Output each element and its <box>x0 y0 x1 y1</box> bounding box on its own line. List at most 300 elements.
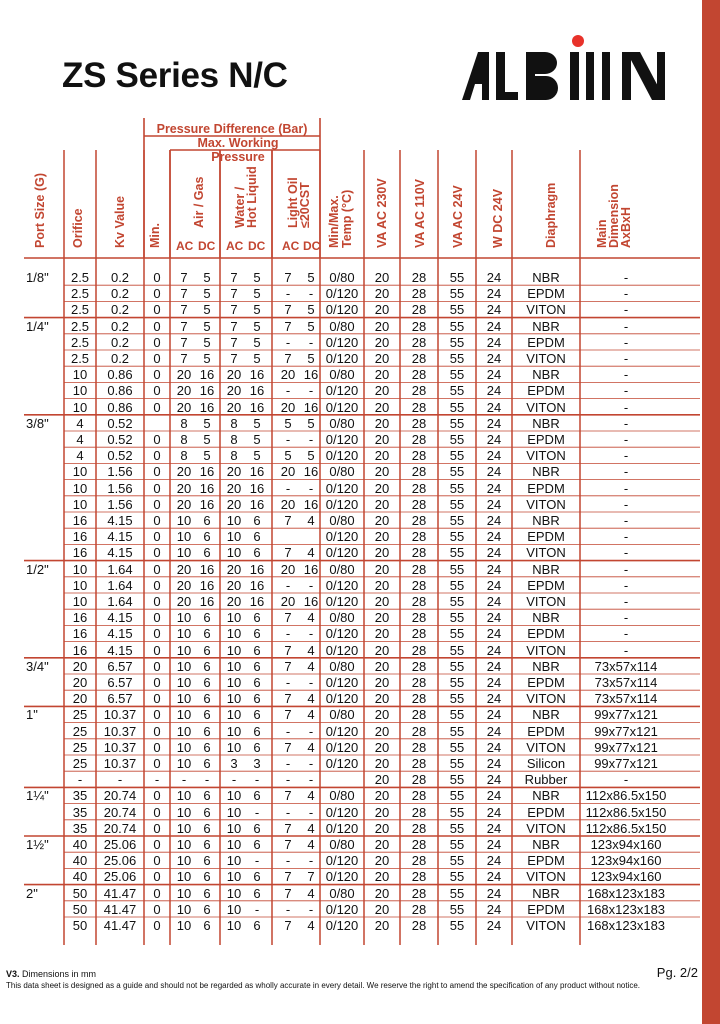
cell-min: 0 <box>153 723 161 739</box>
table-row <box>0 400 700 416</box>
cell-temp-range: 0/80 <box>329 658 355 674</box>
cell-water-dc: 6 <box>253 739 261 755</box>
cell-kv-value: 0.52 <box>107 432 133 447</box>
cell-va-230: 20 <box>374 658 390 674</box>
cell-oil-dc: 4 <box>307 658 315 674</box>
cell-oil-dc: - <box>308 286 314 302</box>
cell-orifice: 16 <box>72 610 88 626</box>
cell-air-dc: 5 <box>203 448 211 464</box>
cell-orifice: 10 <box>72 561 88 577</box>
cell-air-ac: 10 <box>176 853 192 869</box>
cell-min: 0 <box>153 820 161 836</box>
cell-oil-ac: 20 <box>280 561 296 577</box>
cell-air-dc: 6 <box>203 756 211 771</box>
table-row <box>0 383 700 399</box>
cell-orifice: 16 <box>72 513 88 528</box>
cell-dimension: - <box>623 318 629 334</box>
cell-min: 0 <box>153 351 161 366</box>
cell-min: 0 <box>153 448 161 464</box>
cell-orifice: 10 <box>72 399 88 415</box>
cell-water-dc: 16 <box>249 496 265 512</box>
cell-air-ac: 10 <box>176 918 192 933</box>
cell-va-230: 20 <box>374 577 390 593</box>
col-va-230: VA AC 230V <box>375 178 389 248</box>
cell-water-ac: 7 <box>230 334 238 350</box>
cell-orifice: 16 <box>72 626 88 642</box>
table-row <box>0 869 700 885</box>
cell-wdc-24: 24 <box>486 399 502 415</box>
cell-water-ac: 20 <box>226 367 242 383</box>
cell-va-230: 20 <box>374 480 390 496</box>
cell-kv-value: 4.15 <box>107 529 133 545</box>
cell-water-dc: 16 <box>249 594 265 609</box>
cell-air-ac: 7 <box>180 270 188 285</box>
cell-temp-range: 0/120 <box>325 577 359 593</box>
cell-water-ac: 10 <box>226 837 242 852</box>
cell-temp-range: 0/80 <box>329 513 355 528</box>
cell-orifice: 4 <box>76 432 84 447</box>
page-number: Pg. 2/2 <box>656 965 698 980</box>
cell-water-dc: 6 <box>253 610 261 626</box>
cell-water-ac: 20 <box>226 594 242 609</box>
cell-temp-range: 0/120 <box>325 545 359 561</box>
cell-water-dc: - <box>254 804 260 820</box>
cell-diaphragm: EPDM <box>527 529 565 545</box>
cell-min: 0 <box>153 804 161 820</box>
disclaimer: This data sheet is designed as a guide and should not be regarded as wholly accurate in every detail. We reserve the right to amend the specification of any product without notice. <box>6 981 641 990</box>
cell-wdc-24: 24 <box>486 691 502 707</box>
cell-air-ac: 10 <box>176 658 192 674</box>
cell-oil-dc: 4 <box>307 820 315 836</box>
cell-water-ac: 8 <box>230 448 238 464</box>
cell-air-ac: 10 <box>176 869 192 885</box>
cell-dimension: - <box>623 270 629 285</box>
cell-air-ac: 10 <box>176 901 192 917</box>
cell-air-ac: 8 <box>180 448 188 464</box>
cell-min: 0 <box>153 577 161 593</box>
cell-dimension: - <box>623 415 629 431</box>
cell-min: 0 <box>153 561 161 577</box>
cell-va-110: 28 <box>411 918 427 933</box>
cell-wdc-24: 24 <box>486 432 502 447</box>
cell-oil-dc: - <box>308 853 314 869</box>
cell-air-ac: 8 <box>180 432 188 447</box>
cell-va-24: 55 <box>449 302 465 318</box>
dimensions-note: Dimensions in mm <box>22 969 97 979</box>
cell-air-dc: 16 <box>199 480 215 496</box>
cell-va-24: 55 <box>449 788 465 804</box>
cell-air-ac: 7 <box>180 286 188 302</box>
cell-water-dc: - <box>254 772 260 788</box>
cell-diaphragm: EPDM <box>527 432 565 447</box>
cell-va-110: 28 <box>411 594 427 609</box>
cell-water-ac: 20 <box>226 577 242 593</box>
cell-diaphragm: VITON <box>526 869 566 885</box>
cell-water-ac: 10 <box>226 853 242 869</box>
cell-min: 0 <box>153 675 161 690</box>
cell-kv-value: 0.86 <box>107 367 133 383</box>
cell-orifice: 2.5 <box>70 302 90 318</box>
cell-va-110: 28 <box>411 561 427 577</box>
cell-va-110: 28 <box>411 723 427 739</box>
cell-oil-ac: 20 <box>280 399 296 415</box>
cell-va-110: 28 <box>411 318 427 334</box>
col-axbxh: AxBxH <box>619 207 633 248</box>
table-row <box>0 788 700 804</box>
cell-orifice: 16 <box>72 545 88 561</box>
cell-water-dc: 6 <box>253 691 261 707</box>
col-va-24: VA AC 24V <box>451 185 465 248</box>
cell-wdc-24: 24 <box>486 561 502 577</box>
cell-diaphragm: NBR <box>532 464 560 480</box>
cell-va-24: 55 <box>449 610 465 626</box>
cell-va-110: 28 <box>411 496 427 512</box>
cell-diaphragm: NBR <box>532 318 560 334</box>
cell-port-size: 2" <box>26 885 38 901</box>
cell-air-dc: 16 <box>199 367 215 383</box>
cell-temp-range: 0/120 <box>325 756 359 771</box>
cell-wdc-24: 24 <box>486 415 502 431</box>
cell-diaphragm: EPDM <box>527 334 565 350</box>
cell-oil-dc: 7 <box>307 869 315 885</box>
table-row <box>0 302 700 318</box>
cell-orifice: 35 <box>72 788 88 804</box>
cell-water-ac: 8 <box>230 432 238 447</box>
cell-va-24: 55 <box>449 594 465 609</box>
cell-water-ac: 7 <box>230 270 238 285</box>
cell-orifice: 10 <box>72 464 88 480</box>
col-main: Main <box>595 219 609 248</box>
cell-oil-ac: 7 <box>284 642 292 658</box>
cell-va-110: 28 <box>411 626 427 642</box>
cell-air-ac: 20 <box>176 594 192 609</box>
cell-va-230: 20 <box>374 853 390 869</box>
col-port-size: Port Size (G) <box>33 172 47 248</box>
cell-temp-range: 0/120 <box>325 853 359 869</box>
cell-va-110: 28 <box>411 804 427 820</box>
cell-orifice: 2.5 <box>70 351 90 366</box>
cell-va-110: 28 <box>411 383 427 399</box>
acdc-oil-dc: DC <box>303 239 321 253</box>
cell-air-dc: 6 <box>203 626 211 642</box>
table-row <box>0 578 700 594</box>
cell-water-ac: 10 <box>226 626 242 642</box>
cell-wdc-24: 24 <box>486 496 502 512</box>
cell-va-230: 20 <box>374 707 390 723</box>
cell-va-24: 55 <box>449 513 465 528</box>
cell-min: 0 <box>153 707 161 723</box>
cell-water-dc: - <box>254 901 260 917</box>
cell-dimension: 123x94x160 <box>590 853 662 869</box>
col-air-gas: Air / Gas <box>192 176 206 228</box>
cell-oil-ac: 7 <box>284 270 292 285</box>
cell-wdc-24: 24 <box>486 739 502 755</box>
cell-min: 0 <box>153 480 161 496</box>
cell-min: 0 <box>153 513 161 528</box>
cell-va-24: 55 <box>449 286 465 302</box>
cell-va-110: 28 <box>411 837 427 852</box>
col-kv-value: Kv Value <box>113 195 127 248</box>
cell-va-110: 28 <box>411 788 427 804</box>
cell-diaphragm: EPDM <box>527 901 565 917</box>
cell-water-dc: 16 <box>249 383 265 399</box>
cell-oil-dc: - <box>308 723 314 739</box>
cell-va-24: 55 <box>449 901 465 917</box>
table-row <box>0 610 700 626</box>
cell-air-ac: 7 <box>180 334 188 350</box>
cell-min: 0 <box>153 334 161 350</box>
col-20cst: ≤20CST <box>298 182 312 228</box>
cell-va-24: 55 <box>449 723 465 739</box>
page-title: ZS Series N/C <box>62 56 288 95</box>
cell-va-24: 55 <box>449 885 465 901</box>
cell-diaphragm: VITON <box>526 691 566 707</box>
cell-orifice: 10 <box>72 594 88 609</box>
cell-water-dc: 6 <box>253 723 261 739</box>
cell-va-230: 20 <box>374 464 390 480</box>
cell-va-230: 20 <box>374 885 390 901</box>
cell-air-ac: 10 <box>176 626 192 642</box>
cell-va-110: 28 <box>411 739 427 755</box>
cell-kv-value: 10.37 <box>103 739 137 755</box>
cell-diaphragm: EPDM <box>527 286 565 302</box>
table-row <box>0 805 700 821</box>
cell-port-size: 1¼" <box>26 788 49 804</box>
cell-air-dc: 6 <box>203 853 211 869</box>
cell-oil-ac: 7 <box>284 707 292 723</box>
cell-air-ac: 20 <box>176 367 192 383</box>
cell-va-110: 28 <box>411 577 427 593</box>
cell-air-dc: 5 <box>203 302 211 318</box>
cell-min: 0 <box>153 399 161 415</box>
cell-air-dc: 6 <box>203 788 211 804</box>
cell-temp-range: 0/80 <box>329 610 355 626</box>
table-header <box>0 0 720 270</box>
table-row <box>0 464 700 480</box>
cell-temp-range: 0/120 <box>325 869 359 885</box>
cell-temp-range: 0/120 <box>325 480 359 496</box>
cell-dimension: - <box>623 399 629 415</box>
group-pressure: Pressure <box>211 150 265 164</box>
cell-port-size: 1½" <box>26 837 49 852</box>
cell-va-24: 55 <box>449 415 465 431</box>
cell-va-230: 20 <box>374 675 390 690</box>
cell-air-dc: 6 <box>203 918 211 933</box>
table-row <box>0 626 700 642</box>
cell-dimension: - <box>623 286 629 302</box>
cell-min: 0 <box>153 691 161 707</box>
cell-wdc-24: 24 <box>486 675 502 690</box>
cell-water-dc: 16 <box>249 480 265 496</box>
table-row <box>0 724 700 740</box>
cell-va-230: 20 <box>374 901 390 917</box>
cell-water-dc: 5 <box>253 351 261 366</box>
cell-diaphragm: EPDM <box>527 804 565 820</box>
cell-dimension: - <box>623 480 629 496</box>
cell-va-230: 20 <box>374 804 390 820</box>
cell-wdc-24: 24 <box>486 383 502 399</box>
cell-water-ac: 20 <box>226 383 242 399</box>
cell-water-ac: 3 <box>230 756 238 771</box>
cell-va-24: 55 <box>449 675 465 690</box>
cell-va-24: 55 <box>449 561 465 577</box>
cell-kv-value: 0.2 <box>110 302 130 318</box>
cell-dimension: - <box>623 545 629 561</box>
cell-min: 0 <box>153 318 161 334</box>
col-min: Min. <box>148 223 162 248</box>
table-row <box>0 756 700 772</box>
cell-wdc-24: 24 <box>486 334 502 350</box>
cell-oil-ac: - <box>285 286 291 302</box>
cell-water-dc: 16 <box>249 399 265 415</box>
cell-oil-dc: - <box>308 432 314 447</box>
cell-air-dc: 6 <box>203 545 211 561</box>
cell-va-110: 28 <box>411 756 427 771</box>
cell-dimension: 99x77x121 <box>594 739 658 755</box>
cell-oil-dc: 5 <box>307 318 315 334</box>
cell-va-110: 28 <box>411 901 427 917</box>
cell-va-230: 20 <box>374 723 390 739</box>
cell-wdc-24: 24 <box>486 286 502 302</box>
table-row <box>0 319 700 335</box>
cell-temp-range: 0/80 <box>329 561 355 577</box>
cell-diaphragm: NBR <box>532 707 560 723</box>
cell-va-110: 28 <box>411 432 427 447</box>
cell-va-24: 55 <box>449 367 465 383</box>
cell-dimension: 99x77x121 <box>594 756 658 771</box>
table-row <box>0 837 700 853</box>
cell-water-ac: 20 <box>226 496 242 512</box>
cell-air-ac: 20 <box>176 561 192 577</box>
version-label: V3. <box>6 969 20 979</box>
cell-oil-dc: - <box>308 804 314 820</box>
cell-air-dc: 6 <box>203 739 211 755</box>
cell-air-dc: 6 <box>203 723 211 739</box>
cell-va-110: 28 <box>411 772 427 788</box>
cell-va-230: 20 <box>374 918 390 933</box>
cell-dimension: - <box>623 577 629 593</box>
table-row <box>0 886 700 902</box>
cell-min: 0 <box>153 529 161 545</box>
cell-diaphragm: NBR <box>532 415 560 431</box>
table-row <box>0 545 700 561</box>
cell-va-230: 20 <box>374 286 390 302</box>
cell-wdc-24: 24 <box>486 658 502 674</box>
cell-oil-ac: 7 <box>284 869 292 885</box>
cell-orifice: 10 <box>72 383 88 399</box>
cell-oil-dc: - <box>308 383 314 399</box>
cell-min: 0 <box>153 837 161 852</box>
cell-water-ac: 20 <box>226 399 242 415</box>
cell-oil-ac: 7 <box>284 739 292 755</box>
cell-kv-value: 0.52 <box>107 415 133 431</box>
cell-air-dc: 6 <box>203 691 211 707</box>
cell-diaphragm: VITON <box>526 739 566 755</box>
cell-va-110: 28 <box>411 545 427 561</box>
cell-wdc-24: 24 <box>486 820 502 836</box>
cell-va-24: 55 <box>449 577 465 593</box>
cell-diaphragm: EPDM <box>527 723 565 739</box>
cell-oil-dc: 4 <box>307 885 315 901</box>
cell-water-dc: 6 <box>253 642 261 658</box>
cell-water-ac: 10 <box>226 691 242 707</box>
cell-min: - <box>154 772 160 788</box>
cell-air-dc: 6 <box>203 901 211 917</box>
cell-va-110: 28 <box>411 334 427 350</box>
cell-oil-dc: 16 <box>303 399 319 415</box>
cell-wdc-24: 24 <box>486 302 502 318</box>
table-row <box>0 270 700 286</box>
cell-water-dc: 6 <box>253 788 261 804</box>
cell-orifice: 2.5 <box>70 270 90 285</box>
cell-oil-dc: - <box>308 577 314 593</box>
cell-oil-ac: 7 <box>284 918 292 933</box>
table-row <box>0 351 700 367</box>
cell-temp-range: 0/120 <box>325 642 359 658</box>
cell-air-ac: 8 <box>180 415 188 431</box>
cell-va-24: 55 <box>449 837 465 852</box>
cell-oil-ac: - <box>285 901 291 917</box>
cell-water-ac: 7 <box>230 318 238 334</box>
table-row <box>0 675 700 691</box>
col-diaphragm: Diaphragm <box>544 182 558 248</box>
cell-oil-dc: 4 <box>307 788 315 804</box>
cell-wdc-24: 24 <box>486 901 502 917</box>
cell-temp-range: 0/120 <box>325 594 359 609</box>
cell-temp-range: 0/120 <box>325 675 359 690</box>
cell-va-24: 55 <box>449 756 465 771</box>
cell-water-ac: 7 <box>230 351 238 366</box>
cell-orifice: 50 <box>72 918 88 933</box>
cell-oil-ac: - <box>285 480 291 496</box>
cell-orifice: 16 <box>72 529 88 545</box>
cell-air-dc: 6 <box>203 642 211 658</box>
cell-va-24: 55 <box>449 691 465 707</box>
cell-wdc-24: 24 <box>486 772 502 788</box>
cell-oil-ac: - <box>285 383 291 399</box>
cell-kv-value: 10.37 <box>103 723 137 739</box>
cell-air-ac: 10 <box>176 642 192 658</box>
cell-oil-ac: 20 <box>280 367 296 383</box>
cell-water-ac: 10 <box>226 788 242 804</box>
cell-wdc-24: 24 <box>486 723 502 739</box>
cell-water-ac: 10 <box>226 918 242 933</box>
col-dimension: Dimension <box>607 184 621 248</box>
cell-oil-dc: 5 <box>307 415 315 431</box>
cell-va-230: 20 <box>374 383 390 399</box>
cell-temp-range: 0/120 <box>325 626 359 642</box>
cell-va-230: 20 <box>374 610 390 626</box>
cell-oil-ac: 5 <box>284 415 292 431</box>
table-row <box>0 740 700 756</box>
cell-oil-ac: 7 <box>284 691 292 707</box>
cell-va-110: 28 <box>411 286 427 302</box>
cell-va-24: 55 <box>449 658 465 674</box>
cell-dimension: 168x123x183 <box>586 885 666 901</box>
cell-air-ac: - <box>181 772 187 788</box>
cell-dimension: - <box>623 448 629 464</box>
cell-va-230: 20 <box>374 415 390 431</box>
cell-temp-range: 0/80 <box>329 270 355 285</box>
cell-oil-ac: 7 <box>284 885 292 901</box>
cell-air-ac: 10 <box>176 756 192 771</box>
cell-va-24: 55 <box>449 480 465 496</box>
cell-diaphragm: Rubber <box>524 772 568 788</box>
cell-water-dc: 5 <box>253 415 261 431</box>
cell-air-ac: 10 <box>176 788 192 804</box>
cell-air-dc: 5 <box>203 351 211 366</box>
cell-min: 0 <box>153 286 161 302</box>
